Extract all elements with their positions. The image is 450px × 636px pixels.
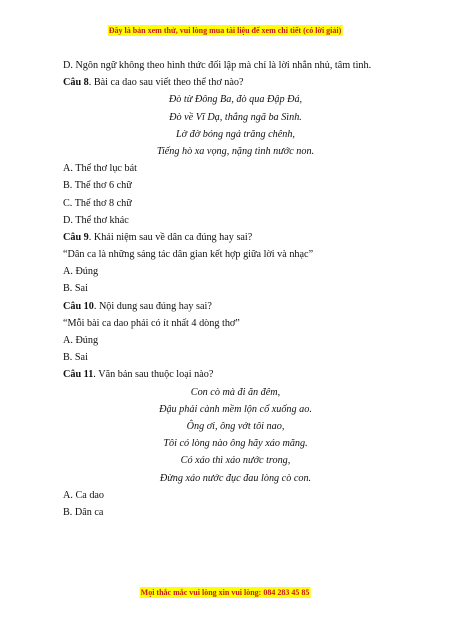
answer-option: A. Đúng bbox=[63, 335, 99, 346]
question-quote: “Mỗi bài ca dao phải có ít nhất 4 dòng thơ” bbox=[63, 317, 240, 329]
question-text: . Khái niệm sau về dân ca đúng hay sai? bbox=[88, 231, 253, 243]
answer-option: A. Ca dao bbox=[63, 489, 105, 501]
question-text: . Bài ca dao sau viết theo thể thơ nào? bbox=[88, 77, 244, 89]
question-10 bbox=[63, 298, 408, 315]
poem-line: Tiếng hò xa vọng, nặng tình nước non. bbox=[156, 145, 315, 157]
question-11 bbox=[63, 366, 408, 383]
question-text: . Nội dung sau đúng hay sai? bbox=[93, 300, 212, 312]
question-label: Câu 11 bbox=[63, 369, 94, 381]
answer-option: C. Thể thơ 8 chữ bbox=[63, 197, 132, 209]
poem-line: Tôi có lòng nào ông hãy xáo măng. bbox=[163, 438, 308, 450]
answer-option: B. Dân ca bbox=[63, 506, 104, 518]
document-body bbox=[63, 57, 408, 521]
answer-option: B. Sai bbox=[63, 283, 88, 295]
poem-line: Đò về Vĩ Dạ, thẳng ngã ba Sình. bbox=[169, 111, 302, 123]
answer-option: B. Sai bbox=[63, 352, 88, 364]
answer-option: D. Thể thơ khác bbox=[63, 214, 129, 226]
question-label: Câu 9 bbox=[63, 231, 89, 243]
question-label: Câu 8 bbox=[63, 77, 89, 89]
question-quote: “Dân ca là những sáng tác dân gian kết hợp giữa lời và nhạc” bbox=[63, 249, 314, 261]
answer-option: D. Ngôn ngữ không theo hình thức đối lập mà chỉ là lời nhắn nhủ, tâm tình. bbox=[63, 60, 372, 71]
poem-line: Con cò mà đi ăn đêm, bbox=[190, 386, 281, 398]
question-label: Câu 10 bbox=[63, 300, 94, 312]
poem-line: Đò từ Đông Ba, đò qua Đập Đá, bbox=[168, 94, 303, 106]
poem-line: Có xáo thì xáo nước trong, bbox=[180, 455, 291, 467]
poem-line: Ông ơi, ông vớt tôi nao, bbox=[186, 420, 285, 432]
preview-notice-banner: Đây là bản xem thử, vui lòng mua tài liệu để xem chi tiết (có lời giải) bbox=[108, 26, 342, 35]
question-8 bbox=[63, 74, 408, 91]
poem-line: Đậu phải cành mềm lộn cổ xuống ao. bbox=[159, 403, 312, 415]
answer-option: B. Thể thơ 6 chữ bbox=[63, 180, 132, 192]
contact-banner: Mọi thắc mắc vui lòng xin vui lòng: 084 283 45 85 bbox=[140, 588, 310, 597]
question-text: . Văn bản sau thuộc loại nào? bbox=[93, 369, 214, 381]
poem-line: Đừng xáo nước đục đau lòng cò con. bbox=[159, 472, 312, 484]
answer-option: A. Đúng bbox=[63, 266, 99, 278]
answer-option: A. Thể thơ lục bát bbox=[63, 163, 137, 175]
question-9 bbox=[63, 229, 408, 246]
poem-line: Lờ đờ bóng ngả trăng chênh, bbox=[176, 128, 295, 140]
